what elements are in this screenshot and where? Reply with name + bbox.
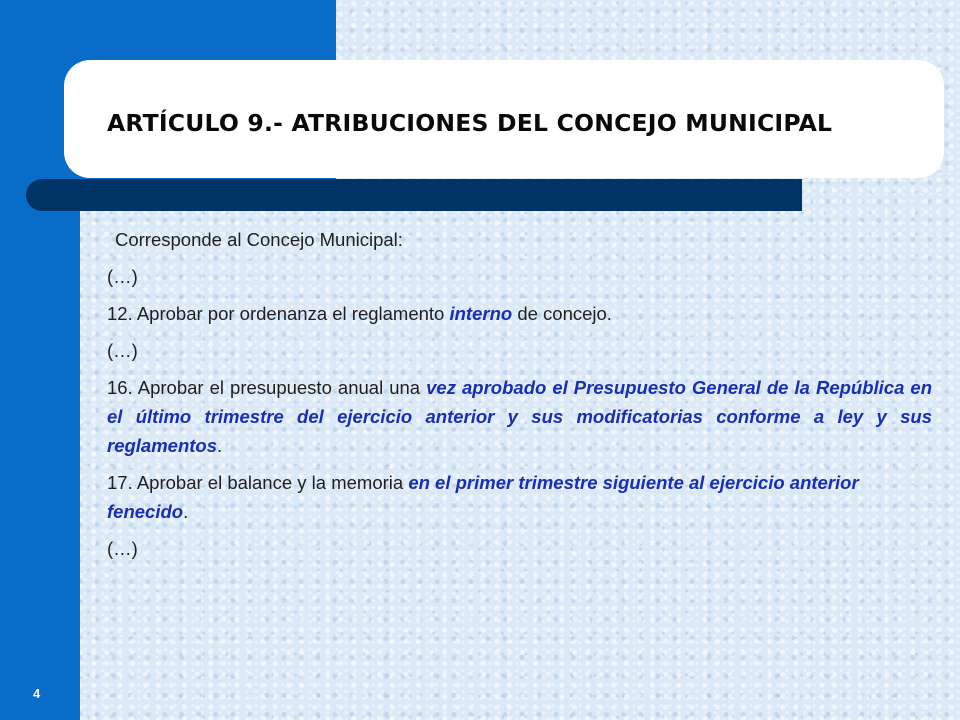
item-12-tail: de concejo.	[512, 303, 612, 324]
ellipsis-line: (…)	[107, 538, 138, 559]
item-16-emphasis: vez aprobado el Presupuesto General de la República en el último trimestre del ejercicio anterior y sus modificatorias conforme a ley y sus reglamentos	[107, 377, 932, 456]
item-17-emphasis: en el primer trimestre siguiente al ejercicio anterior fenecido	[107, 472, 859, 522]
page-number: 4	[33, 686, 41, 701]
title-underline-bar	[26, 179, 802, 211]
item-12-text: 12. Aprobar por ordenanza el reglamento	[107, 303, 450, 324]
item-16-tail: .	[217, 435, 223, 456]
item-17-tail: .	[183, 501, 189, 522]
item-16	[107, 373, 932, 460]
ellipsis-line: (…)	[107, 266, 138, 287]
ellipsis-line: (…)	[107, 340, 138, 361]
intro-text: Corresponde al Concejo Municipal:	[115, 229, 403, 250]
title-box	[64, 60, 944, 178]
slide-title: ARTÍCULO 9.- ATRIBUCIONES DEL CONCEJO MUNICIPAL	[107, 109, 833, 137]
item-12-emphasis: interno	[449, 303, 513, 324]
slide-body	[107, 225, 932, 571]
item-12	[107, 299, 932, 328]
item-17-text: 17. Aprobar el balance y la memoria	[107, 472, 409, 493]
item-17	[107, 468, 897, 526]
item-16-text: 16. Aprobar el presupuesto anual una	[107, 377, 427, 398]
